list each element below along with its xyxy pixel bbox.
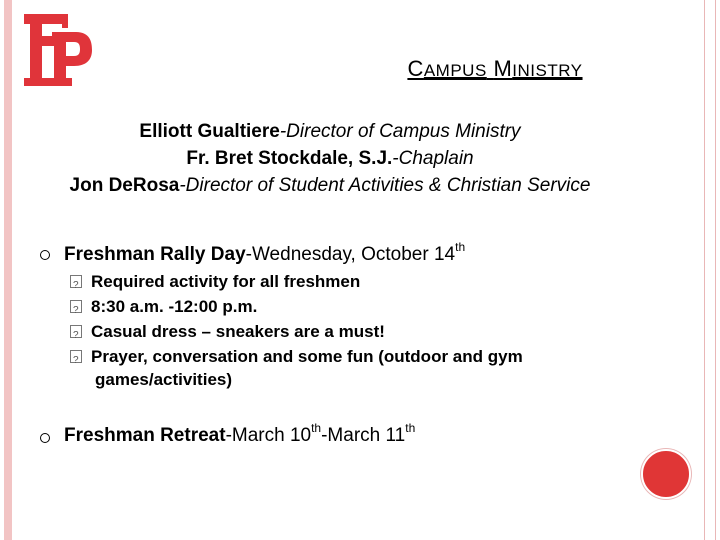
rally-item-1: ?Required activity for all freshmen: [70, 270, 360, 294]
staff-line-3: Jon DeRosa-Director of Student Activities & Christian Service: [69, 175, 591, 196]
checkbox-glyph-icon: [70, 300, 82, 313]
staff-line-2: Fr. Bret Stockdale, S.J.-Chaplain: [186, 148, 474, 169]
checkbox-glyph-icon: [70, 325, 82, 338]
staff-line-1: Elliott Gualtiere-Director of Campus Ministry: [139, 121, 521, 142]
staff-list: [60, 118, 600, 199]
rally-item-2: ?8:30 a.m. -12:00 p.m.: [70, 295, 257, 319]
rally-item-3: ?Casual dress – sneakers are a must!: [70, 320, 385, 344]
checkbox-glyph-icon: [70, 275, 82, 288]
bullet-ring-icon: [40, 250, 50, 260]
rally-item-4-cont: games/activities): [95, 370, 233, 389]
red-circle-decoration: [641, 449, 691, 499]
retreat-heading: Freshman Retreat-March 10th-March 11th: [64, 421, 416, 446]
rally-heading: Freshman Rally Day-Wednesday, October 14th: [64, 240, 466, 265]
rally-item-4: ?Prayer, conversation and some fun (outdoor and gym: [70, 345, 523, 369]
bullet-ring-icon: [40, 433, 50, 443]
slide-title: CAMPUS MINISTRY: [407, 56, 583, 81]
checkbox-glyph-icon: [70, 350, 82, 363]
